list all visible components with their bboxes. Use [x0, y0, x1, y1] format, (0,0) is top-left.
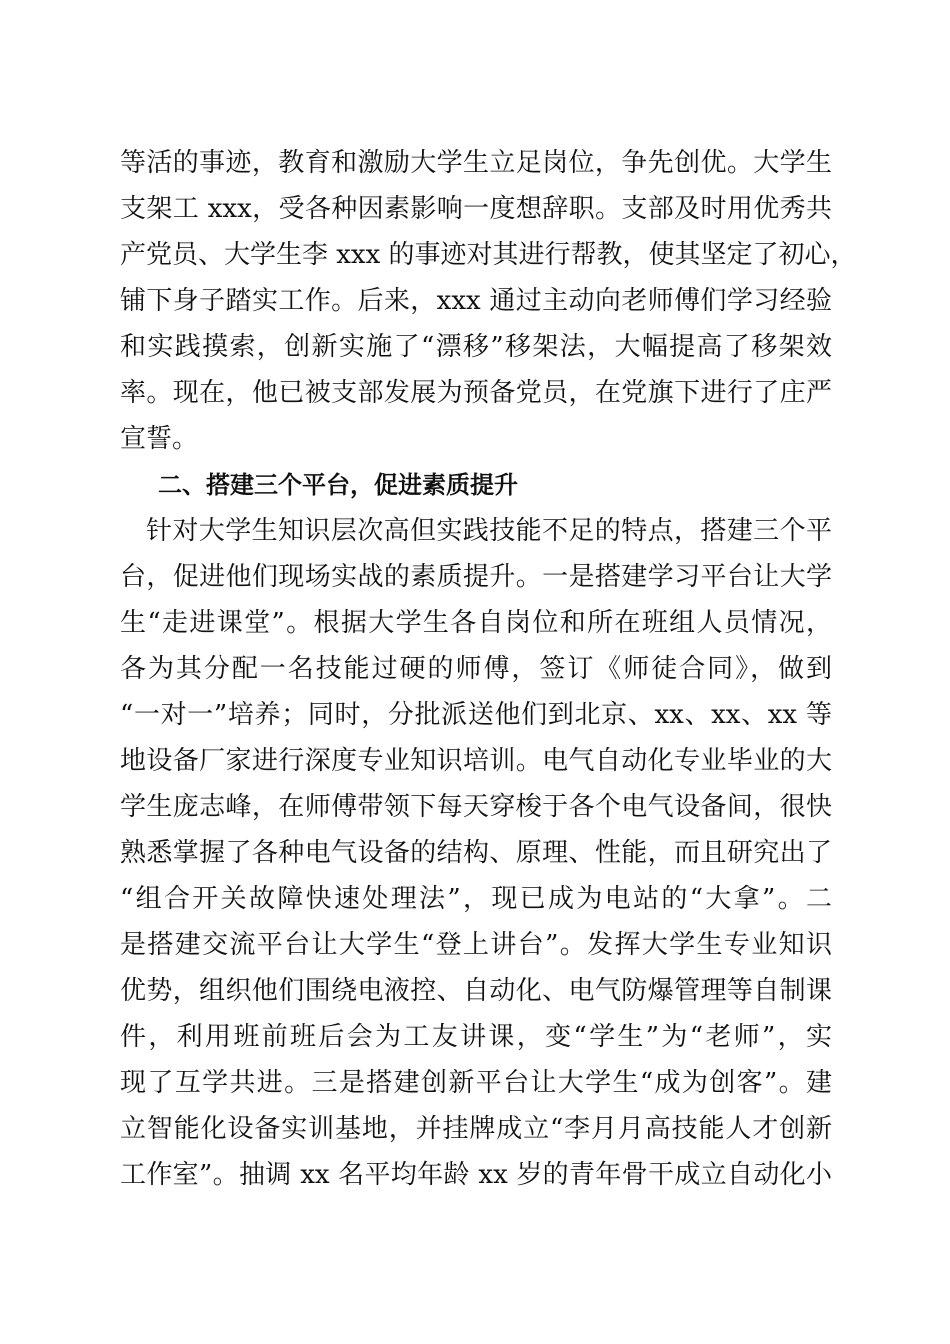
paragraph-line: “组合开关故障快速处理法”，现已成为电站的“大拿”。二: [120, 884, 832, 914]
paragraph-line: 立智能化设备实训基地，并挂牌成立“李月月高技能人才创新: [120, 1114, 832, 1144]
paragraph-line: 等活的事迹，教育和激励大学生立足岗位，争先创优。大学生: [120, 148, 832, 178]
paragraph-line: 宣誓。: [120, 424, 199, 454]
paragraph-line: 件，利用班前班后会为工友讲课，变“学生”为“老师”，实: [120, 1022, 832, 1052]
paragraph-line: 铺下身子踏实工作。后来，xxx 通过主动向老师傅们学习经验: [120, 286, 832, 316]
paragraph-line: 支架工 xxx，受各种因素影响一度想辞职。支部及时用优秀共: [120, 194, 832, 224]
paragraph-line: 台，促进他们现场实战的素质提升。一是搭建学习平台让大学: [120, 562, 832, 592]
paragraph-line: 生“走进课堂”。根据大学生各自岗位和所在班组人员情况，: [120, 608, 832, 638]
paragraph-line: “一对一”培养；同时，分批派送他们到北京、xx、xx、xx 等: [120, 700, 832, 730]
paragraph-line: 各为其分配一名技能过硬的师傅，签订《师徒合同》，做到: [120, 654, 832, 684]
paragraph-line: 是搭建交流平台让大学生“登上讲台”。发挥大学生专业知识: [120, 930, 832, 960]
paragraph-line: 优势，组织他们围绕电液控、自动化、电气防爆管理等自制课: [120, 976, 832, 1006]
paragraph-line: 针对大学生知识层次高但实践技能不足的特点，搭建三个平: [146, 516, 832, 546]
paragraph-line: 现了互学共进。三是搭建创新平台让大学生“成为创客”。建: [120, 1068, 832, 1098]
paragraph-line: 工作室”。抽调 xx 名平均年龄 xx 岁的青年骨干成立自动化小: [120, 1160, 832, 1190]
section-heading: 二、搭建三个平台，促进素质提升: [158, 471, 518, 499]
paragraph-line: 和实践摸索，创新实施了“漂移”移架法，大幅提高了移架效: [120, 332, 832, 362]
paragraph-line: 学生庞志峰，在师傅带领下每天穿梭于各个电气设备间，很快: [120, 792, 832, 822]
paragraph-line: 率。现在，他已被支部发展为预备党员，在党旗下进行了庄严: [120, 378, 832, 408]
paragraph-line: 地设备厂家进行深度专业知识培训。电气自动化专业毕业的大: [120, 746, 832, 776]
paragraph-line: 熟悉掌握了各种电气设备的结构、原理、性能，而且研究出了: [120, 838, 832, 868]
paragraph-line: 产党员、大学生李 xxx 的事迹对其进行帮教，使其坚定了初心，: [120, 240, 857, 270]
